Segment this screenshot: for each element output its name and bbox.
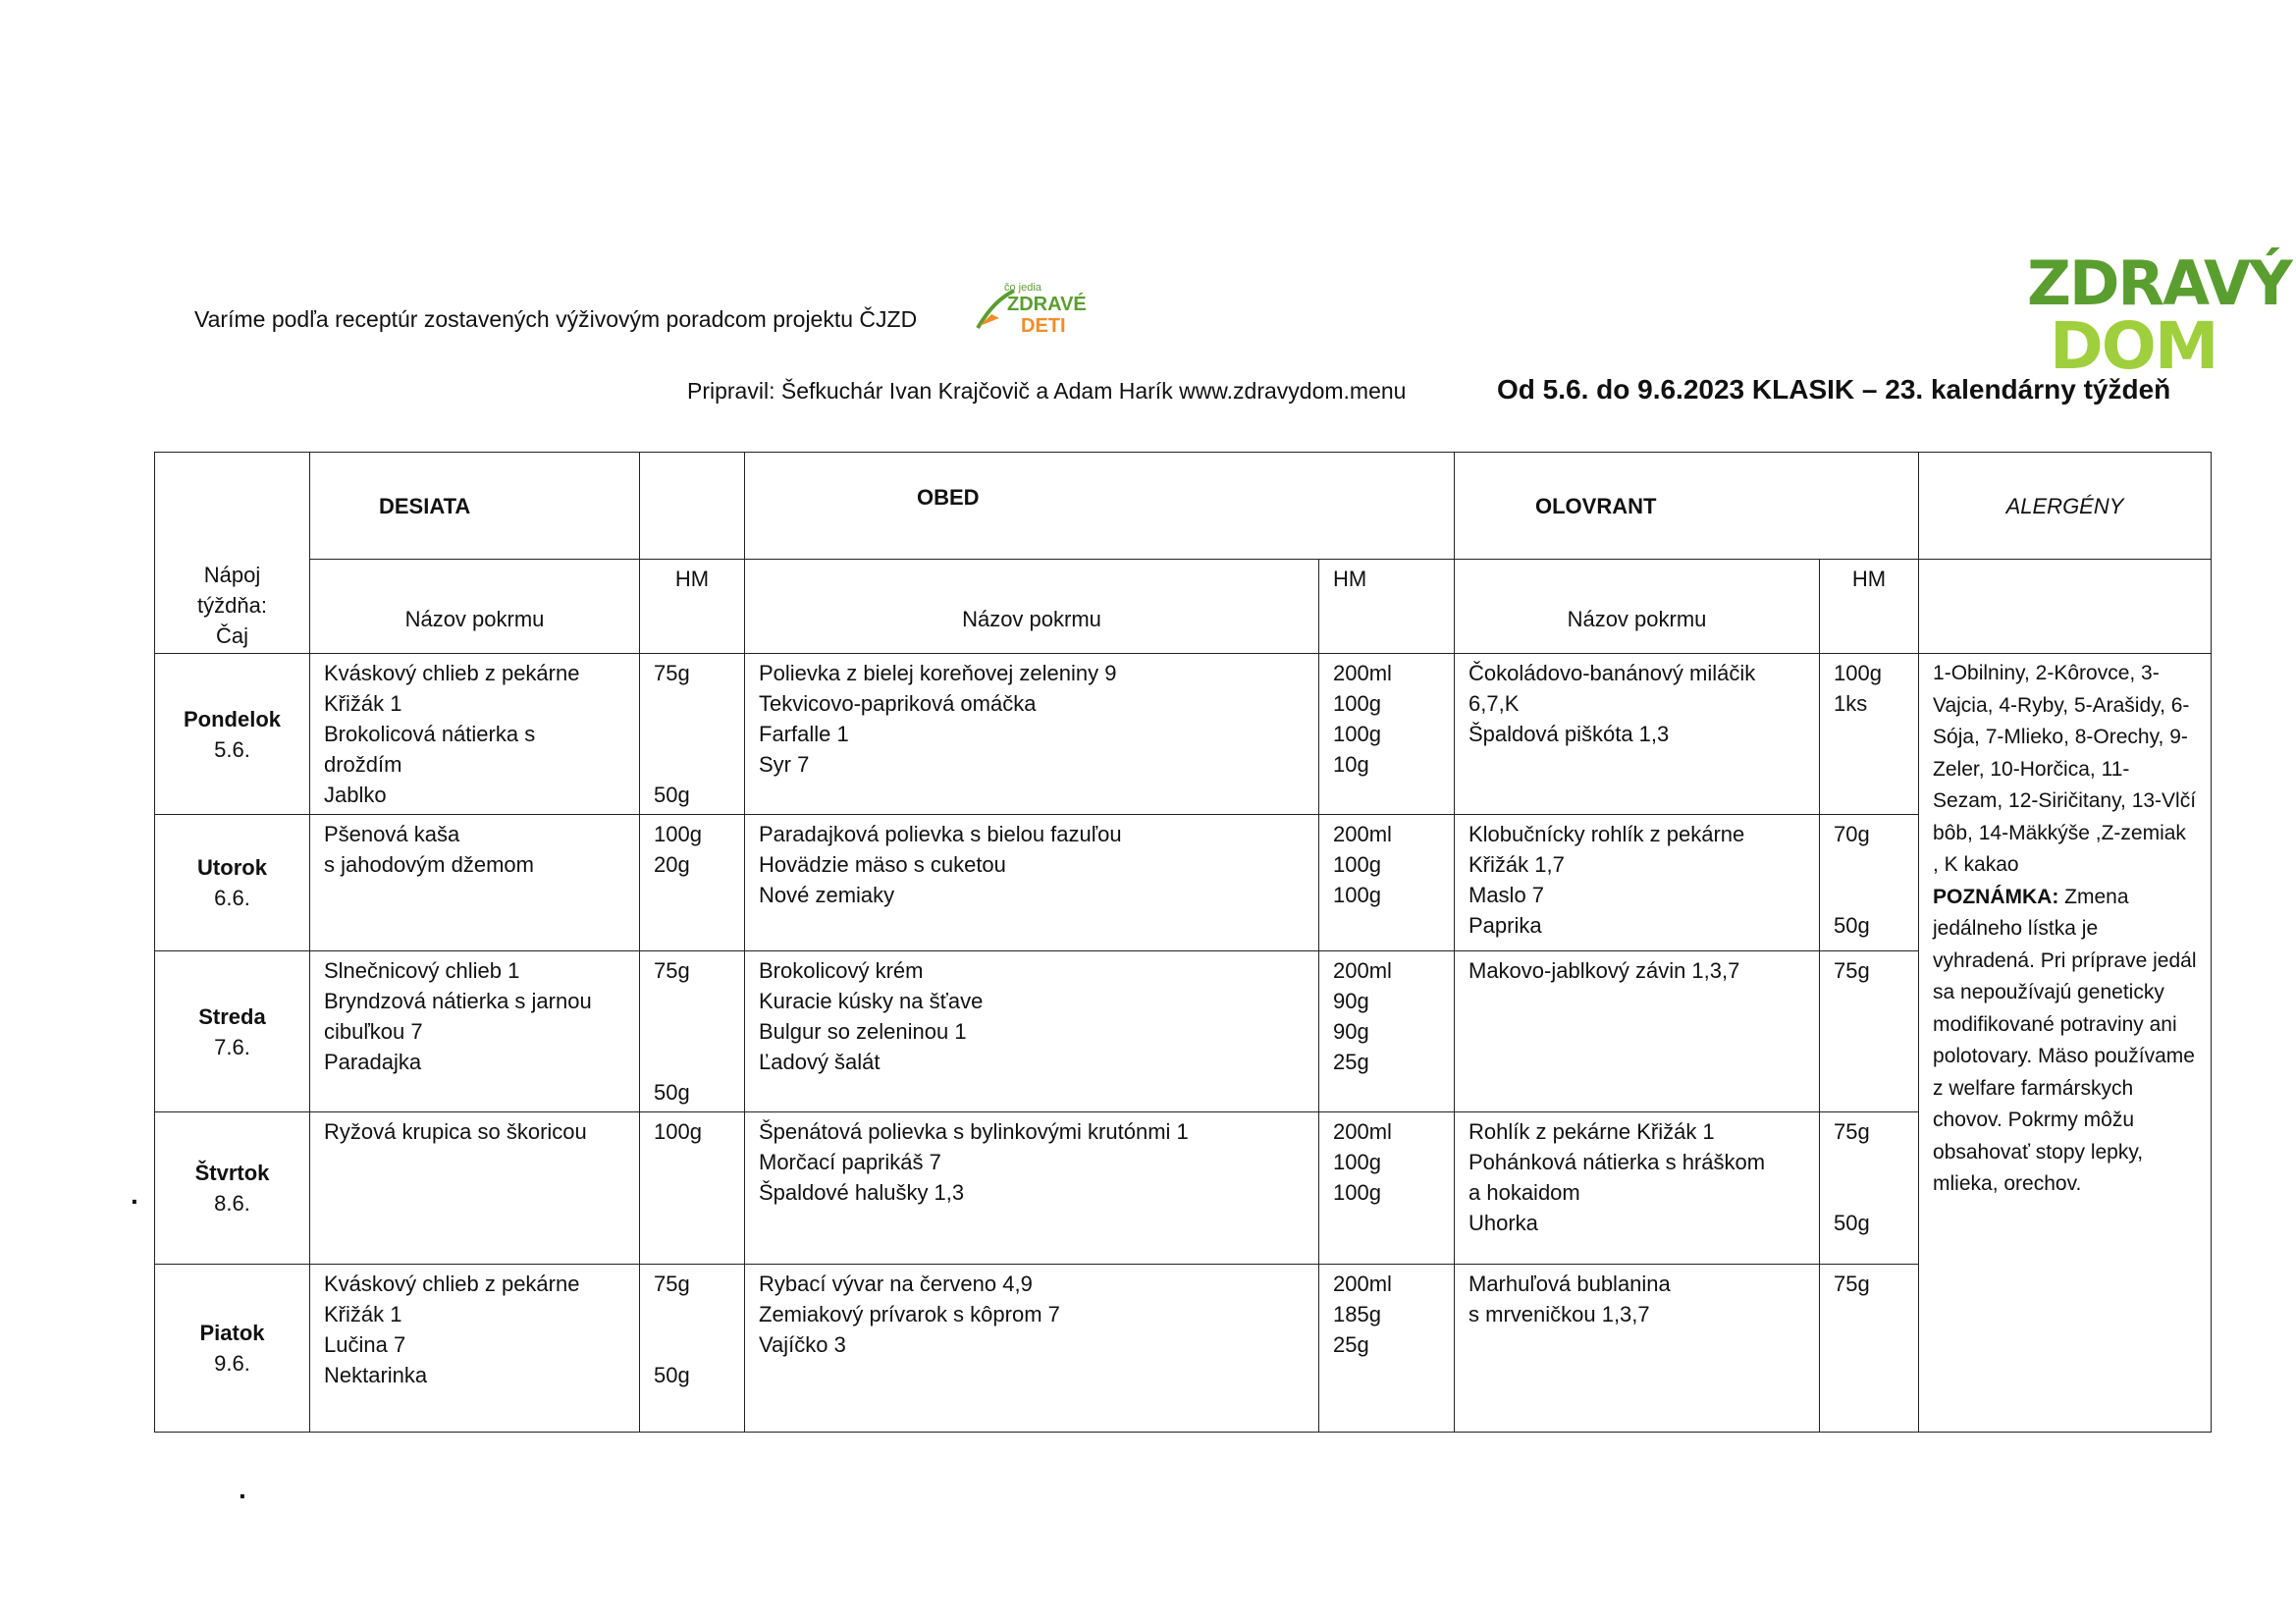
olovrant-item: Špaldová piškóta 1,3: [1468, 722, 1670, 746]
desiata-cell: [310, 1265, 640, 1433]
desiata-item: Lučina 7: [324, 1332, 406, 1357]
hm-value: 100g: [654, 1119, 702, 1144]
hm-value: 100g: [1834, 661, 1882, 685]
day-cell: [155, 1112, 310, 1265]
logo-big-line1: ZDRAVÝ: [2027, 247, 2291, 319]
desiata-item: Brokolicová nátierka s: [324, 722, 536, 746]
olovrant-item: s mrveničkou 1,3,7: [1468, 1302, 1650, 1326]
hm-value: 100g: [1333, 852, 1381, 877]
day-row: [155, 1112, 2212, 1265]
desiata-hm-cell: [640, 1265, 745, 1433]
week-title: Od 5.6. do 9.6.2023 KLASIK – 23. kalendárny týždeň: [1497, 374, 2171, 405]
zdravy-dom-logo: [2022, 245, 2291, 384]
desiata-hm-cell: [640, 815, 745, 951]
hm-value: 100g: [1333, 691, 1381, 716]
desiata-hm-cell: [640, 654, 745, 815]
desiata-item: Kváskový chlieb z pekárne: [324, 1272, 580, 1296]
desiata-item: Křižák 1: [324, 691, 402, 716]
desiata-cell: [310, 951, 640, 1112]
hm-value: 50g: [654, 783, 690, 807]
desiata-item: Křižák 1: [324, 1302, 402, 1326]
obed-item: Vajíčko 3: [759, 1332, 846, 1357]
desiata-item: Ryžová krupica so škoricou: [324, 1119, 587, 1144]
obed-hm-cell: [1319, 1265, 1455, 1433]
hm-value: 10g: [1333, 752, 1369, 777]
desiata-hm-cell: [640, 951, 745, 1112]
desiata-cell: [310, 654, 640, 815]
hm-value: 75g: [654, 661, 690, 685]
hm-value: 200ml: [1333, 1272, 1392, 1296]
hm-value: 100g: [1333, 1150, 1381, 1174]
olovrant-item: Uhorka: [1468, 1211, 1538, 1235]
desiata-item: Jablko: [324, 783, 387, 807]
desiata-item: Pšenová kaša: [324, 822, 460, 846]
obed-item: Špenátová polievka s bylinkovými krutónmi 1: [759, 1119, 1189, 1144]
hm-value: 75g: [1834, 958, 1870, 983]
hm-value: 90g: [1333, 1019, 1369, 1044]
obed-hm-cell: [1319, 654, 1455, 815]
obed-item: Brokolicový krém: [759, 958, 924, 983]
logo-big-line2: DOM: [2050, 308, 2217, 384]
obed-item: Kuracie kúsky na šťave: [759, 989, 984, 1013]
olovrant-cell: [1455, 654, 1820, 815]
olovrant-hm-header: HM: [1820, 560, 1919, 654]
obed-cell: [745, 1265, 1319, 1433]
obed-cell: [745, 951, 1319, 1112]
hm-value: 1ks: [1834, 691, 1868, 716]
hm-value: 100g: [1333, 883, 1381, 907]
desiata-item: Paradajka: [324, 1050, 422, 1074]
hm-value: 200ml: [1333, 958, 1392, 983]
day-row: [155, 1265, 2212, 1433]
drink-line-1: Nápoj: [203, 563, 261, 587]
obed-item: Bulgur so zeleninou 1: [759, 1019, 967, 1044]
olovrant-item: Rohlík z pekárne Křižák 1: [1468, 1119, 1715, 1144]
desiata-item: droždím: [324, 752, 402, 777]
obed-item: Ľadový šalát: [759, 1050, 881, 1074]
day-cell: [155, 951, 310, 1112]
hm-value: 200ml: [1333, 1119, 1392, 1144]
hm-value: [654, 1016, 730, 1047]
day-date: 6.6.: [214, 886, 250, 910]
olovrant-cell: [1455, 951, 1820, 1112]
olovrant-item: Makovo-jablkový závin 1,3,7: [1468, 958, 1740, 983]
drink-line-2: týždňa:: [197, 593, 267, 618]
olovrant-cell: [1455, 1265, 1820, 1433]
obed-hm-cell: [1319, 1112, 1455, 1265]
obed-hm-cell: [1319, 815, 1455, 951]
day-date: 9.6.: [214, 1351, 250, 1376]
obed-item: Špaldové halušky 1,3: [759, 1180, 965, 1205]
day-date: 8.6.: [214, 1191, 250, 1216]
hm-value: [654, 1329, 730, 1360]
olovrant-item: Marhuľová bublanina: [1468, 1272, 1671, 1296]
day-cell: [155, 654, 310, 815]
desiata-item: Bryndzová nátierka s jarnou: [324, 989, 592, 1013]
desiata-name-header: Názov pokrmu: [310, 560, 640, 654]
desiata-cell: [310, 815, 640, 951]
note-text: Zmena jedálneho lístka je vyhradená. Pri príprave jedál sa nepoužívajú geneticky modifikované potraviny ani polotovary. Mäso používame z welfare farmárskych chovov. Pokrmy môžu obsahovať stopy lepky, mlieka, orechov.: [1933, 885, 2197, 1195]
desiata-item: cibuľkou 7: [324, 1019, 423, 1044]
obed-cell: [745, 1112, 1319, 1265]
olovrant-hm-cell: [1820, 654, 1919, 815]
prepared-by-text: Pripravil: Šefkuchár Ivan Krajčovič a Adam Harík www.zdravydom.menu: [687, 378, 1407, 404]
obed-name-header: Názov pokrmu: [745, 560, 1319, 654]
olovrant-item: Čokoládovo-banánový miláčik: [1468, 661, 1756, 685]
olovrant-item: a hokaidom: [1468, 1180, 1580, 1205]
obed-item: Zemiakový prívarok s kôprom 7: [759, 1302, 1060, 1326]
hm-value: 75g: [1834, 1119, 1870, 1144]
obed-item: Paradajková polievka s bielou fazuľou: [759, 822, 1122, 846]
hm-value: 20g: [654, 852, 690, 877]
obed-hm-cell: [1319, 951, 1455, 1112]
menu-table: [154, 452, 2212, 1433]
alergeny-subheader-blank: [1919, 560, 2212, 654]
hm-value: 50g: [654, 1080, 690, 1105]
intro-text: Varíme podľa receptúr zostavených výživovým poradcom projektu ČJZD: [194, 306, 918, 332]
obed-item: Farfalle 1: [759, 722, 849, 746]
day-date: 5.6.: [214, 736, 250, 762]
day-row: [155, 654, 2212, 815]
olovrant-item: Paprika: [1468, 913, 1542, 938]
hm-value: 50g: [654, 1363, 690, 1387]
desiata-item: s jahodovým džemom: [324, 852, 534, 877]
day-cell: [155, 815, 310, 951]
hm-value: [654, 1299, 730, 1329]
olovrant-hm-cell: [1820, 951, 1919, 1112]
olovrant-item: 6,7,K: [1468, 691, 1520, 716]
day-name: Piatok: [199, 1321, 265, 1345]
day-name: Pondelok: [183, 706, 281, 731]
olovrant-cell: [1455, 1112, 1820, 1265]
day-name: Streda: [198, 1003, 266, 1029]
hm-value: 100g: [1333, 1180, 1381, 1205]
obed-item: Polievka z bielej koreňovej zeleniny 9: [759, 661, 1117, 685]
hm-value: 200ml: [1333, 822, 1392, 846]
hm-value: 75g: [1834, 1272, 1870, 1296]
day-name: Štvrtok: [194, 1161, 270, 1185]
hm-value: 185g: [1333, 1302, 1381, 1326]
obed-hm-header: HM: [1319, 560, 1455, 654]
obed-item: Morčací paprikáš 7: [759, 1150, 941, 1174]
obed-cell: [745, 654, 1319, 815]
olovrant-cell: [1455, 815, 1820, 951]
day-date: 7.6.: [214, 1034, 250, 1059]
section-olovrant: OLOVRANT: [1455, 453, 1919, 560]
hm-value: 75g: [654, 1272, 690, 1296]
section-desiata-hm-blank: [640, 453, 745, 560]
hm-value: 100g: [1333, 722, 1381, 746]
hm-value: 200ml: [1333, 661, 1392, 685]
desiata-item: Nektarinka: [324, 1363, 428, 1387]
drink-cell: [155, 453, 310, 654]
day-row: [155, 815, 2212, 951]
hm-value: [654, 719, 730, 749]
hm-value: [654, 749, 730, 780]
olovrant-item: Maslo 7: [1468, 883, 1545, 907]
obed-item: Nové zemiaky: [759, 883, 895, 907]
drink-line-3: Čaj: [215, 623, 248, 648]
desiata-cell: [310, 1112, 640, 1265]
hm-value: 25g: [1333, 1050, 1369, 1074]
section-obed: OBED: [745, 453, 1455, 560]
allergens-cell: [1919, 654, 2212, 1433]
stray-dot: ·: [239, 1481, 248, 1511]
obed-item: Tekvicovo-papriková omáčka: [759, 691, 1037, 716]
hm-value: [1834, 1147, 1904, 1177]
obed-item: Rybací vývar na červeno 4,9: [759, 1272, 1033, 1296]
hm-value: 90g: [1333, 989, 1369, 1013]
olovrant-hm-cell: [1820, 815, 1919, 951]
desiata-hm-header: HM: [640, 560, 745, 654]
logo-small-line1: čo jedia: [1004, 282, 1041, 294]
hm-value: [1834, 1177, 1904, 1208]
section-desiata: DESIATA: [310, 453, 640, 560]
day-name: Utorok: [197, 855, 267, 880]
olovrant-item: Klobučnícky rohlík z pekárne: [1468, 822, 1745, 846]
note-label: POZNÁMKA:: [1933, 885, 2059, 908]
section-alergeny: ALERGÉNY: [1919, 453, 2212, 560]
hm-value: [654, 1047, 730, 1077]
day-cell: [155, 1265, 310, 1433]
olovrant-item: Pohánková nátierka s hráškom: [1468, 1150, 1766, 1174]
desiata-item: Slnečnicový chlieb 1: [324, 958, 520, 983]
obed-item: Hovädzie mäso s cuketou: [759, 852, 1006, 877]
allergens-list: 1-Obilniny, 2-Kôrovce, 3-Vajcia, 4-Ryby, 5-Arašidy, 6-Sója, 7-Mlieko, 8-Orechy, 9-Zeler, 10-Horčica, 11-Sezam, 12-Siričitany, 13-Vlčí bôb, 14-Mäkkýše ,Z-zemiak , K kakao: [1933, 662, 2197, 876]
hm-value: 25g: [1333, 1332, 1369, 1357]
logo-small-line3: DETI: [1021, 315, 1066, 337]
hm-value: 50g: [1834, 913, 1870, 938]
olovrant-hm-cell: [1820, 1112, 1919, 1265]
hm-value: 70g: [1834, 822, 1870, 846]
desiata-hm-cell: [640, 1112, 745, 1265]
olovrant-hm-cell: [1820, 1265, 1919, 1433]
desiata-item: Kváskový chlieb z pekárne: [324, 661, 580, 685]
obed-cell: [745, 815, 1319, 951]
stray-dot: ·: [131, 1186, 140, 1217]
day-row: [155, 951, 2212, 1112]
zdrave-deti-logo: [970, 269, 1097, 338]
obed-item: Syr 7: [759, 752, 810, 777]
olovrant-name-header: Názov pokrmu: [1455, 560, 1820, 654]
hm-value: [1834, 849, 1904, 880]
hm-value: [654, 986, 730, 1016]
hm-value: 75g: [654, 958, 690, 983]
logo-small-line2: ZDRAVÉ: [1007, 294, 1087, 315]
hm-value: [1834, 880, 1904, 910]
hm-value: [654, 688, 730, 719]
hm-value: 100g: [654, 822, 702, 846]
olovrant-item: Křižák 1,7: [1468, 852, 1565, 877]
hm-value: 50g: [1834, 1211, 1870, 1235]
